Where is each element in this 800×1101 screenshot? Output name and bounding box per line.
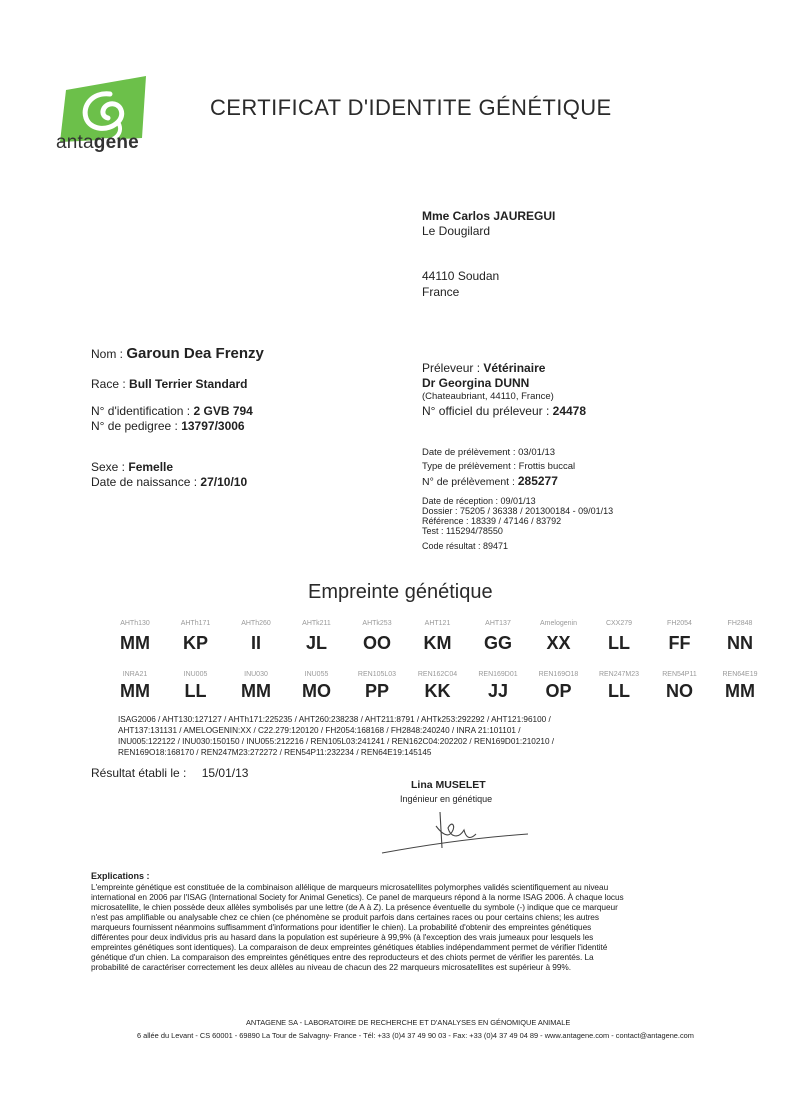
marker-name: INU005 [183,671,208,678]
marker-value: LL [184,681,207,701]
pedigree-label: N° de pedigree : [91,419,178,433]
pedigree-value: 13797/3006 [181,419,245,433]
logo-wordmark [56,132,139,154]
marker-value: LL [608,633,630,653]
marker-name: AHTh260 [241,620,271,627]
footer-contact: 6 allée du Levant - CS 60001 - 69890 La Tour de Salvagny- France - Tél: +33 (0)4 37 49 90 03 - Fax: +33 (0)4 37 49 04 89 - www.antagene.com - contact@antagene.com [137,1031,694,1040]
allele-line: INU005:122122 / INU030:150150 / INU055:212216 / REN105L03:241241 / REN162C04:202202 / REN169D01:210210 / [118,737,555,746]
reference: Référence : 18339 / 47146 / 83792 [422,516,562,526]
identification-value: 2 GVB 794 [193,404,253,418]
test: Test : 115294/78550 [422,526,503,536]
marker-value: GG [483,633,512,653]
num-prelevement-field [422,474,558,488]
marker-value: MM [120,681,150,701]
marker-name: REN105L03 [357,671,397,678]
page-title: CERTIFICAT D'IDENTITE GÉNÉTIQUE [210,95,612,120]
signature [380,808,530,858]
explications-line: empreintes génétiques sont identiques). La comparaison de deux empreintes génétiques établies indépendamment permet de vérifier l'identité [91,942,608,952]
marker-value: MM [120,633,150,653]
preleveur-value: Vétérinaire [483,361,546,375]
marker-value: KK [424,681,451,701]
marker-name: REN162C04 [417,671,458,678]
marker-value: KP [182,633,208,653]
date-prelevement: Date de prélèvement : 03/01/13 [422,447,556,458]
marker-value: JL [305,633,327,653]
marker-name: CXX279 [605,620,633,627]
explications-line: probabilité de caractériser correctement les deux allèles au niveau de chacun des 22 marqueurs microsatellites est supérieur à 99%. [91,962,571,972]
marker-name: INU055 [304,671,329,678]
identification-field [91,404,253,418]
sexe-field [91,460,173,474]
identification-label: N° d'identification : [91,404,191,418]
resultat-field [91,766,248,780]
explications-line: microsatellite, le chien possède deux allèles symbolisés par une lettre (de A à Z). La présence éventuelle du symbole (-) indique que ce marqueur [91,902,618,912]
marker-name: INRA21 [122,671,148,678]
date-reception: Date de réception : 09/01/13 [422,496,536,506]
explications-title: Explications : [91,871,150,881]
num-prelevement-value: 285277 [517,474,558,488]
num-prelevement-label: N° de prélèvement : [422,476,515,488]
marker-name: AHT137 [485,620,511,627]
allele-line: REN169O18:168170 / REN247M23:272272 / REN54P11:232234 / REN64E19:145145 [118,748,432,757]
footer-company: ANTAGENE SA - LABORATOIRE DE RECHERCHE ET D'ANALYSES EN GÉNOMIQUE ANIMALE [246,1018,571,1027]
allele-line: AHT137:131131 / AMELOGENIN:XX / C22.279:120120 / FH2054:168168 / FH2848:240240 / INRA 21:101101 / [118,726,521,735]
marker-name: REN169O18 [538,671,579,678]
explications-line: international en 2006 par l'ISAG (International Society for Animal Genetics). Ce panel de marqueurs répond à la norme ISAG 2006. À chaque locus [91,892,624,902]
marker-name: AHTk211 [302,620,331,627]
preleveur-field [422,361,545,375]
marker-name: Amelogenin [540,620,577,627]
signer-name: Lina MUSELET [411,779,486,791]
logo-text-light: anta [56,132,94,153]
marker-value: PP [364,681,389,701]
race-label: Race : [91,377,126,391]
dossier: Dossier : 75205 / 36338 / 201300184 - 09/01/13 [422,506,614,516]
explications-line: L'empreinte génétique est constituée de la combinaison allélique de marqueurs microsatellites polymorphes validés scientifiquement au niveau [91,882,609,892]
logo-text-bold: gene [93,132,139,153]
marker-value: FF [668,633,691,653]
nom-value: Garoun Dea Frenzy [126,345,264,362]
marker-value: KM [423,633,452,653]
empreinte-title: Empreinte génétique [308,581,493,603]
explications-line: génétique d'un chien. La comparaison des empreintes génétiques entre des reproducteurs et des chiots permet de vérifier les parentés. La [91,952,594,962]
preleveur-place: (Chateaubriant, 44110, France) [422,391,554,402]
naissance-field [91,475,247,489]
marker-name: AHTh130 [120,620,150,627]
preleveur-officiel-value: 24478 [552,404,587,418]
preleveur-label: Préleveur : [422,361,481,375]
marker-name: REN247M23 [598,671,640,678]
naissance-label: Date de naissance : [91,475,198,489]
nom-label: Nom : [91,347,124,361]
marker-value: LL [608,681,630,701]
explications-line: n'est pas amplifiable ou analysable chez ce chien (ce phénomène se produit parfois dans certaines races ou pour certains chiens; les autres [91,912,599,922]
allele-line: ISAG2006 / AHT130:127127 / AHTh171:225235 / AHT260:238238 / AHT211:8791 / AHTk253:292292 / AHT121:96100 / [118,715,551,724]
owner-address-line2: 44110 Soudan [422,269,500,283]
type-prelevement: Type de prélèvement : Frottis buccal [422,461,576,472]
pedigree-field [91,419,245,433]
marker-name: REN169D01 [478,671,518,678]
explications-line: différentes pour deux individus pris au hasard dans la population est supérieure à 99,9% (à l'exception des vrais jumeaux pour lesquels les [91,932,594,942]
sexe-value: Femelle [128,460,174,474]
marker-name: AHT121 [424,620,451,627]
marker-name: AHTh171 [180,620,211,627]
marker-value: OP [545,681,572,701]
owner-address-line1: Le Dougilard [422,224,491,238]
marker-value: NN [727,633,753,653]
race-field [91,377,248,391]
marker-name: FH2848 [727,620,753,627]
marker-value: XX [546,633,571,653]
marker-value: NO [666,681,693,701]
explications-line: marqueurs fournissent néanmoins suffisamment d'informations pour identifier le chien). La probabilité d'obtenir des empreintes génétiques [91,922,592,932]
marker-name: FH2054 [667,620,692,627]
marker-value: OO [362,633,391,653]
resultat-label: Résultat établi le : [91,766,187,780]
owner-address-line3: France [422,285,460,299]
marker-value: JJ [487,681,509,701]
marker-name: AHTk253 [362,620,392,627]
marker-name: INU030 [244,671,268,678]
signer-title: Ingénieur en génétique [400,794,493,804]
preleveur-name: Dr Georgina DUNN [422,376,530,390]
naissance-value: 27/10/10 [200,475,248,489]
race-value: Bull Terrier Standard [129,377,248,391]
marker-value: MO [302,681,331,701]
preleveur-officiel-field [422,404,586,418]
sexe-label: Sexe : [91,460,126,474]
marker-value: MM [241,681,271,701]
preleveur-officiel-label: N° officiel du préleveur : [422,404,550,418]
marker-value: MM [725,681,755,701]
marker-name: REN54P11 [662,671,697,678]
resultat-date: 15/01/13 [201,766,249,780]
nom-field [91,345,264,362]
code-resultat: Code résultat : 89471 [422,541,509,551]
marker-value: II [250,633,261,653]
owner-name: Mme Carlos JAUREGUI [422,209,556,223]
marker-name: REN64E19 [722,671,758,678]
